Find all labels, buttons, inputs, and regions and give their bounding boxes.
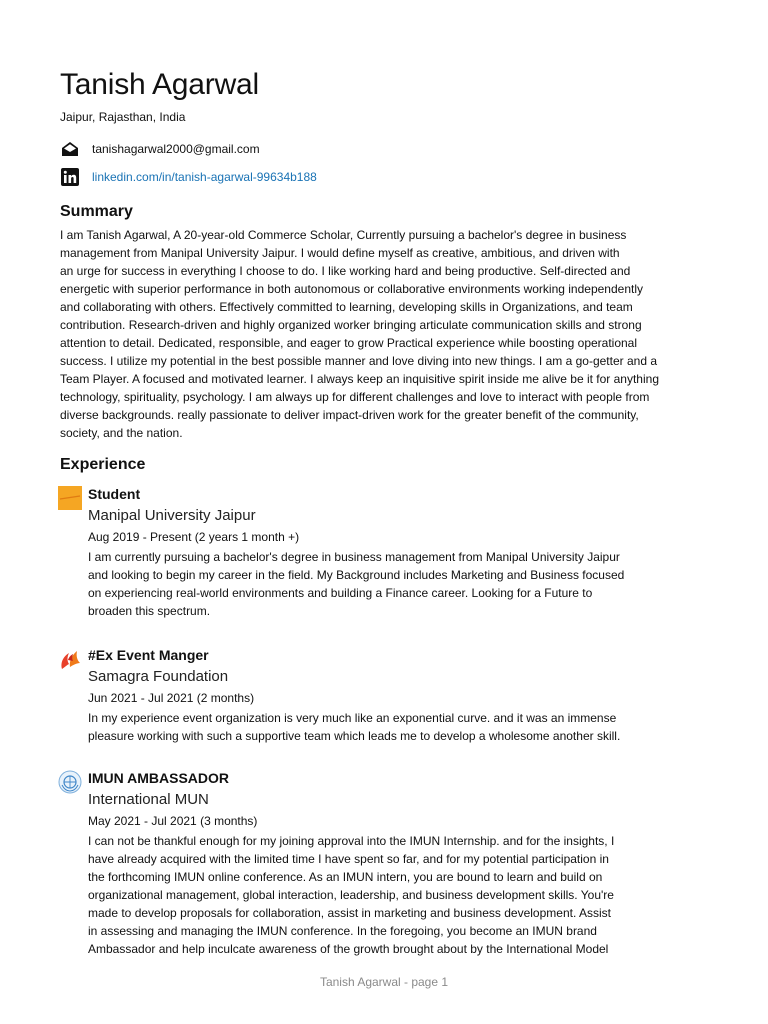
samagra-foundation-logo [58, 647, 82, 671]
summary-line: attention to detail. Dedicated, responsible, and eager to grow Practical experience while boosting operational [60, 336, 638, 350]
job-description-line: pleasure working with such a supportive team which leads me to develop a wholesome another skill. [88, 729, 621, 743]
summary-line: technology, spirituality, psychology. I am always up for different challenges and love to interact with people from [60, 390, 650, 404]
candidate-location: Jaipur, Rajasthan, India [60, 110, 186, 124]
manipal-university-logo [58, 486, 82, 510]
email-address[interactable]: tanishagarwal2000@gmail.com [92, 142, 260, 156]
linkedin-contact[interactable] [60, 168, 317, 186]
summary-line: and collaborating with others. Effectively committed to learning, developing skills in Organizations, and team [60, 300, 633, 314]
job-description-line: on experiencing real-world environments and building a Finance career. Looking for a Future to [88, 586, 593, 600]
job-organization: Manipal University Jaipur [88, 507, 256, 524]
summary-line: energetic with superior performance in both autonomous or collaborative environments working independently [60, 282, 643, 296]
email-contact[interactable] [60, 140, 260, 158]
job-description-line: and looking to begin my career in the field. My Background includes Marketing and Business focused [88, 568, 625, 582]
candidate-name: Tanish Agarwal [60, 68, 259, 101]
job-description-line: organizational management, global interaction, leadership, and business development skills. You're [88, 888, 614, 902]
job-description-line: made to develop proposals for collaboration, assist in marketing and business development. Assist [88, 906, 611, 920]
job-dates: May 2021 - Jul 2021 (3 months) [88, 814, 258, 828]
summary-heading: Summary [60, 203, 133, 220]
job-dates: Jun 2021 - Jul 2021 (2 months) [88, 691, 255, 705]
experience-heading: Experience [60, 456, 146, 473]
job-title: #Ex Event Manger [88, 647, 209, 663]
summary-line: management from Manipal University Jaipur. I would define myself as creative, ambitious, and driven with [60, 246, 620, 260]
job-description-line: I am currently pursuing a bachelor's degree in business management from Manipal University Jaipur [88, 550, 620, 564]
job-description-line: the forthcoming IMUN online conference. As an IMUN intern, you are bound to learn and build on [88, 870, 603, 884]
linkedin-icon [60, 168, 80, 186]
summary-line: I am Tanish Agarwal, A 20-year-old Commerce Scholar, Currently pursuing a bachelor's degree in business [60, 228, 627, 242]
job-organization: International MUN [88, 791, 209, 808]
job-description-line: broaden this spectrum. [88, 604, 211, 618]
summary-line: an urge for success in everything I choose to do. I like working hard and being productive. Self-directed and [60, 264, 631, 278]
summary-text [60, 226, 710, 442]
job-description [88, 709, 688, 745]
job-organization: Samagra Foundation [88, 668, 229, 685]
job-description-line: In my experience event organization is very much like an exponential curve. and it was an immense [88, 711, 617, 725]
job-description [88, 832, 688, 958]
summary-line: Team Player. A focused and motivated learner. I always keep an inquisitive spirit inside me alive be it for anything [60, 372, 659, 386]
linkedin-url[interactable]: linkedin.com/in/tanish-agarwal-99634b188 [92, 170, 317, 184]
summary-line: diverse backgrounds. really passionate to deliver impact-driven work for the greater benefit of the community, [60, 408, 639, 422]
job-description-line: Ambassador and help inculcate awareness of the growth brought about by the International Model [88, 942, 609, 956]
job-description-line: in assessing and managing the IMUN conference. In the foregoing, you become an IMUN brand [88, 924, 597, 938]
job-title: IMUN AMBASSADOR [88, 770, 230, 786]
job-description [88, 548, 688, 620]
job-description-line: I can not be thankful enough for my joining approval into the IMUN Internship. and for the insights, I [88, 834, 615, 848]
page-footer: Tanish Agarwal - page 1 [319, 975, 449, 989]
imun-logo [58, 770, 82, 794]
job-title: Student [88, 486, 141, 502]
summary-line: contribution. Research-driven and highly organized worker bringing articulate communication skills and strong [60, 318, 642, 332]
job-dates: Aug 2019 - Present (2 years 1 month +) [88, 530, 300, 544]
job-description-line: have already acquired with the limited time I have spent so far, and for my potential participation in [88, 852, 609, 866]
envelope-open-icon [60, 140, 80, 158]
summary-line: success. I utilize my potential in the best possible manner and love diving into new things. I am a go-getter and a [60, 354, 657, 368]
summary-line: society, and the nation. [60, 426, 183, 440]
